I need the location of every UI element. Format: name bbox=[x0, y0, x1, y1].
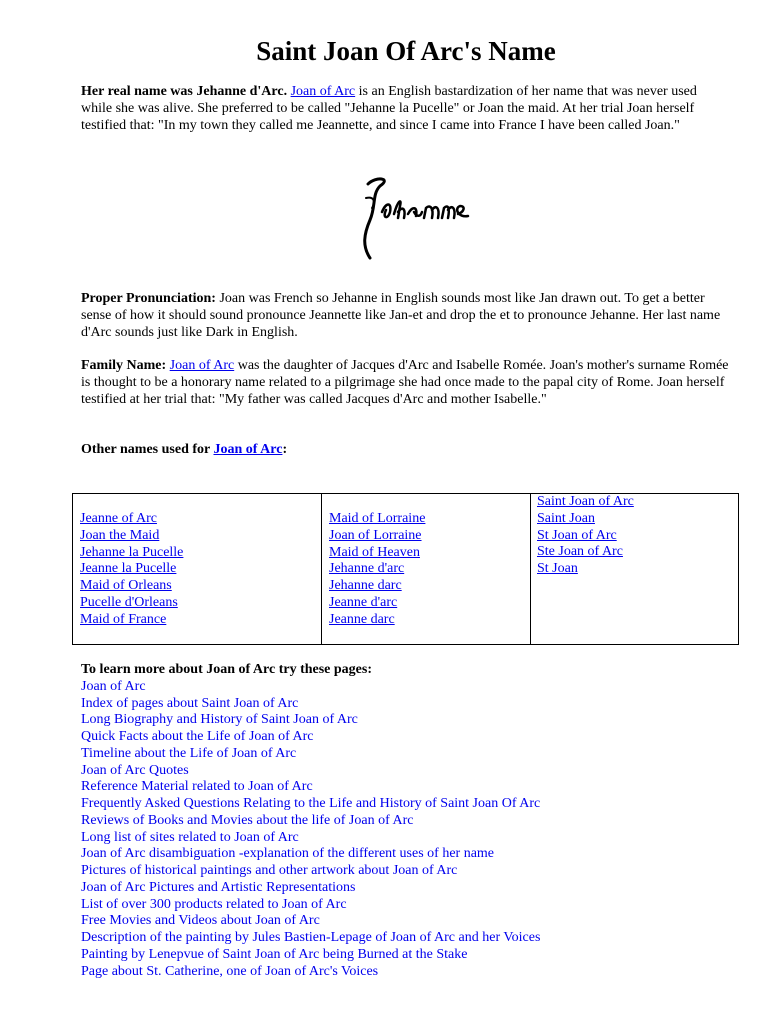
name-link[interactable]: Maid of Heaven bbox=[329, 544, 420, 560]
learn-more-link[interactable]: Reference Material related to Joan of Arc bbox=[81, 779, 313, 795]
name-link[interactable]: Ste Joan of Arc bbox=[537, 544, 623, 560]
family-joan-link[interactable]: Joan of Arc bbox=[169, 358, 235, 373]
name-link[interactable]: Jeanne of Arc bbox=[80, 511, 157, 526]
name-link[interactable]: Jeanne la Pucelle bbox=[80, 561, 177, 577]
learn-more-link[interactable]: Joan of Arc Quotes bbox=[81, 762, 189, 778]
learn-more-link[interactable]: Frequently Asked Questions Relating to the Life and History of Saint Joan Of Arc bbox=[81, 796, 541, 811]
name-link[interactable]: Maid of Lorraine bbox=[329, 511, 426, 526]
other-names-prefix: Other names used for bbox=[81, 442, 214, 457]
learn-more-link[interactable]: Description of the painting by Jules Bastien-Lepage of Joan of Arc and her Voices bbox=[81, 930, 541, 945]
other-names-suffix: : bbox=[282, 442, 288, 457]
name-link[interactable]: Jehanne la Pucelle bbox=[80, 544, 184, 560]
name-link[interactable]: Saint Joan bbox=[537, 510, 595, 526]
name-link[interactable]: Maid of France bbox=[80, 611, 167, 627]
learn-more-link[interactable]: Free Movies and Videos about Joan of Arc bbox=[81, 913, 320, 929]
other-names-heading bbox=[81, 442, 731, 459]
learn-more-link[interactable]: Page about St. Catherine, one of Joan of Arc's Voices bbox=[81, 963, 379, 979]
learn-more-link[interactable]: Painting by Lenepvue of Saint Joan of Arc being Burned at the Stake bbox=[81, 946, 468, 962]
name-link[interactable]: St Joan of Arc bbox=[537, 527, 617, 543]
other-names-joan-link[interactable]: Joan of Arc bbox=[213, 442, 283, 457]
learn-more-section bbox=[81, 662, 741, 980]
name-link[interactable]: Maid of Orleans bbox=[80, 578, 172, 594]
names-column-3 bbox=[531, 494, 738, 644]
intro-bold: Her real name was Jehanne d'Arc. bbox=[81, 84, 288, 99]
name-link[interactable]: Joan the Maid bbox=[80, 527, 160, 543]
name-link[interactable]: Pucelle d'Orleans bbox=[80, 594, 178, 610]
intro-joan-link[interactable]: Joan of Arc bbox=[290, 84, 356, 99]
learn-more-link[interactable]: Reviews of Books and Movies about the life of Joan of Arc bbox=[81, 812, 414, 828]
intro-paragraph bbox=[81, 84, 731, 134]
names-table bbox=[72, 493, 739, 645]
family-paragraph bbox=[81, 358, 731, 408]
signature-image bbox=[346, 172, 476, 272]
learn-more-link[interactable]: Long list of sites related to Joan of Arc bbox=[81, 829, 299, 845]
name-link[interactable]: Jeanne darc bbox=[329, 611, 395, 627]
learn-more-link[interactable]: Joan of Arc bbox=[81, 678, 146, 694]
learn-more-link[interactable]: Joan of Arc Pictures and Artistic Representations bbox=[81, 879, 356, 895]
family-bold: Family Name: bbox=[81, 358, 167, 373]
learn-more-link[interactable]: Index of pages about Saint Joan of Arc bbox=[81, 695, 299, 711]
name-link[interactable]: Saint Joan of Arc bbox=[537, 494, 634, 509]
learn-more-heading: To learn more about Joan of Arc try these pages: bbox=[81, 662, 372, 677]
page-title: Saint Joan Of Arc's Name bbox=[256, 36, 556, 66]
intro-text: is an English bastardization of her name that was never used while she was alive. She preferred to be called "Jehanne la Pucelle" or Joan the maid. At her trial Joan herself testified that: "In my town they called me Jeannette, and since I came into France I have been called Joan." bbox=[81, 84, 697, 133]
learn-more-link[interactable]: Timeline about the Life of Joan of Arc bbox=[81, 745, 297, 761]
learn-more-link[interactable]: Joan of Arc disambiguation -explanation of the different uses of her name bbox=[81, 846, 495, 862]
name-link[interactable]: Joan of Lorraine bbox=[329, 527, 422, 543]
name-link[interactable]: St Joan bbox=[537, 561, 578, 577]
learn-more-link[interactable]: Pictures of historical paintings and other artwork about Joan of Arc bbox=[81, 863, 458, 878]
name-link[interactable]: Jehanne d'arc bbox=[329, 561, 405, 577]
pronunciation-bold: Proper Pronunciation: bbox=[81, 291, 216, 306]
pronunciation-paragraph bbox=[81, 291, 731, 341]
pronunciation-text: Joan was French so Jehanne in English sounds most like Jan drawn out. To get a better sense of how it should sound pronounce Jeannette like Jan-et and drop the et to pronounce Jehanne. Her last name d'Arc sounds just like Dark in English. bbox=[81, 291, 721, 340]
family-text: was the daughter of Jacques d'Arc and Isabelle Romée. Joan's mother's surname Romée is thought to be a honorary name related to a pilgrimage she had once made to the papal city of Rome. Joan herself testified at her trial that: "My father was called Jacques d'Arc and mother Isabelle." bbox=[81, 358, 729, 407]
name-link[interactable]: Jeanne d'arc bbox=[329, 594, 398, 610]
learn-more-link[interactable]: List of over 300 products related to Joan of Arc bbox=[81, 896, 347, 912]
names-column-1 bbox=[73, 494, 322, 644]
learn-more-link[interactable]: Long Biography and History of Saint Joan of Arc bbox=[81, 712, 358, 728]
names-column-2 bbox=[322, 494, 531, 644]
name-link[interactable]: Jehanne darc bbox=[329, 578, 402, 594]
learn-more-link[interactable]: Quick Facts about the Life of Joan of Arc bbox=[81, 729, 314, 744]
